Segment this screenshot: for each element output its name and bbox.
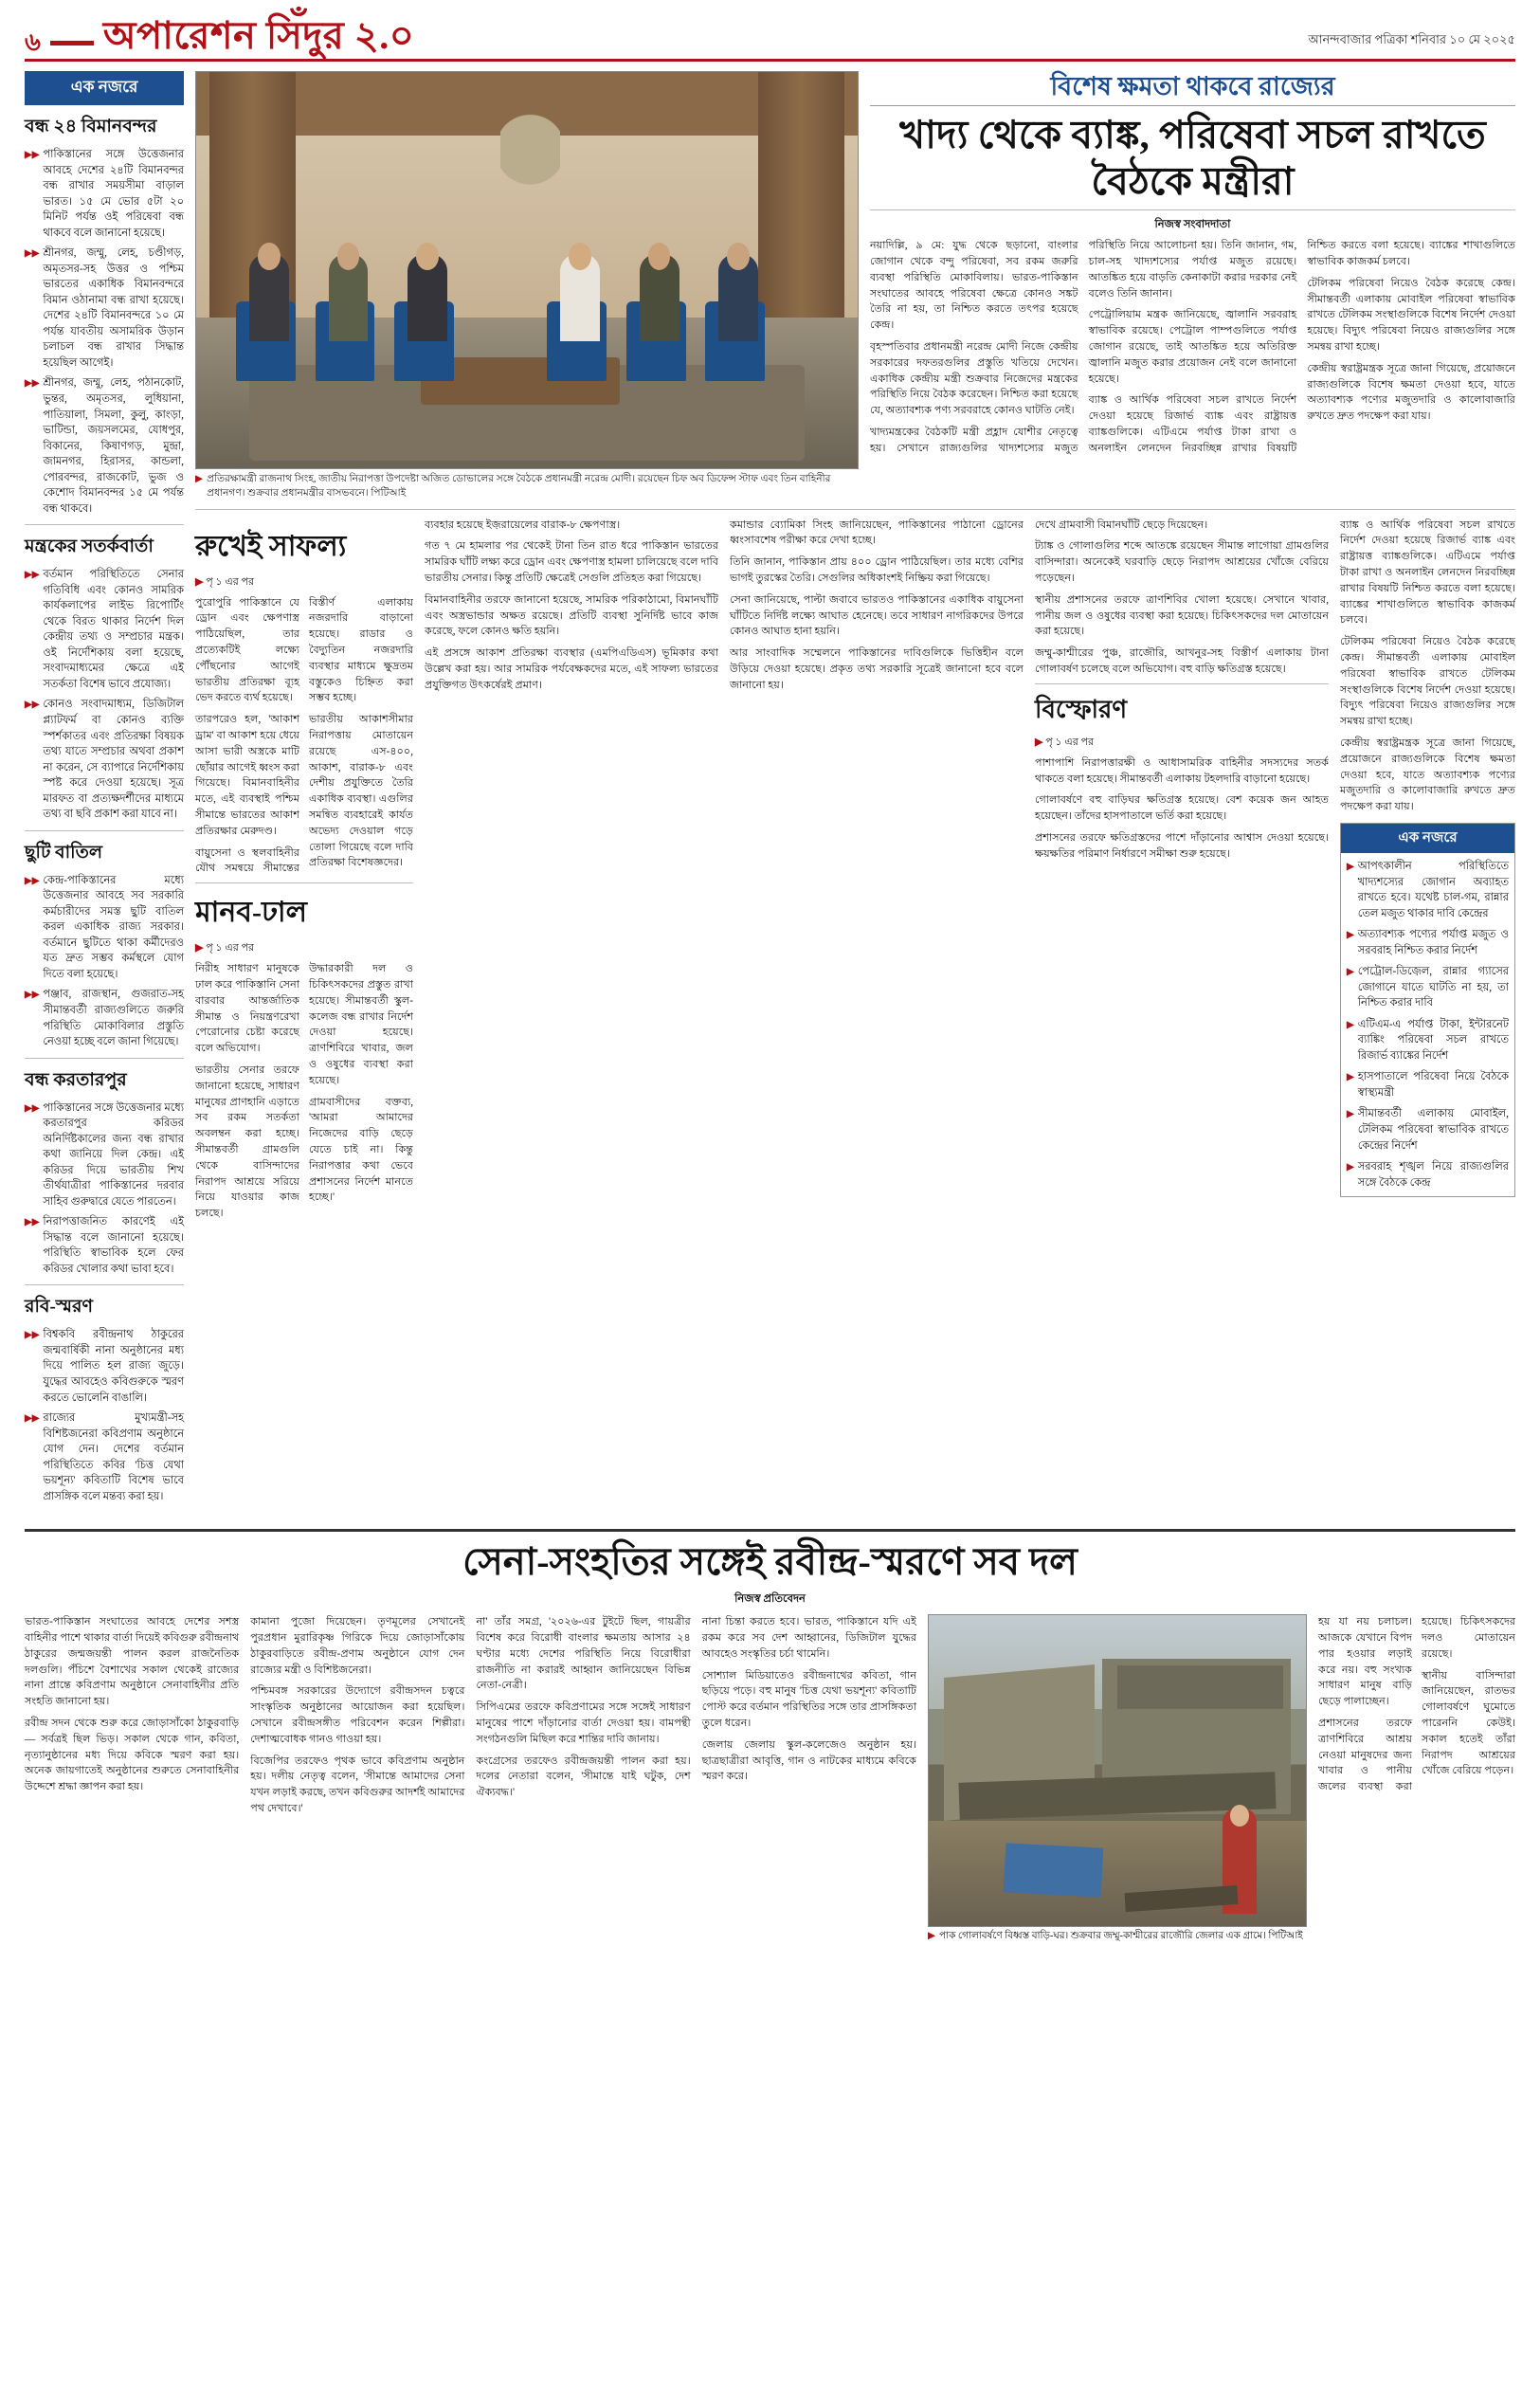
paragraph: নানা চিন্তা করতে হবে। ভারত, পাকিস্তানে যদি এই রকম করে সব দেশ আহ্বানের, ডিজিটাল যুদ্ধের আবহেও সংস্কৃতির চর্চা থামেনি। [701, 1616, 916, 1660]
mid-body [730, 518, 1024, 694]
paragraph: কমান্ডার ব্যোমিকা সিংহ জানিয়েছেন, পাকিস্তানের পাঠানো ড্রোনের ধ্বংসাবশেষ পরীক্ষা করে দেখা হচ্ছে। [730, 518, 1024, 547]
sidebar-text: শ্রীনগর, জম্মু, লেহ, চণ্ডীগড়, অমৃতসর-সহ উত্তর ও পশ্চিম ভারতের একাধিক বিমানবন্দরে বিমান ওঠানামা বন্ধ রাখা হয়েছে। দেশের ২৪টি বিমানবন্দরে ১০ মে পর্যন্ত যাবতীয় অসামরিক উড়ান চলাচল বন্ধ রাখার সিদ্ধান্ত হয়েছিল আগেই। [43, 247, 184, 369]
paragraph: বৃহস্পতিবার প্রধানমন্ত্রী নরেন্দ্র মোদী নিজে কেন্দ্রীয় সরকারের দফতরগুলির প্রস্তুতি খতিয়ে দেখেন। একাধিক কেন্দ্রীয় মন্ত্রী শুক্রবার নিজেদের মন্ত্রকের পরিস্থিতি নিয়ে বৈঠক করেছেন। নিশ্চিত করা হয়েছে যে, অত্যাবশ্যক পণ্য সরবরাহে কোনও ঘাটতি নেই। [870, 340, 1078, 417]
sidebar-text: বর্তমান পরিস্থিতিতে সেনার গতিবিধি এবং কোনও সামরিক কার্যকলাপের লাইভ রিপোর্টিং থেকে বিরত থাকার নির্দেশ দিল কেন্দ্রীয় তথ্য ও সম্প্রচার মন্ত্রক। ওই নির্দেশিকায় বলা হয়েছে, সংবাদমাধ্যমের ক্ষেত্রে এই সতর্কতা বিশেষ ভাবে প্রযোজ্য। [43, 569, 184, 690]
mid-body [1035, 518, 1329, 678]
paragraph: এই প্রসঙ্গে আকাশ প্রতিরক্ষা ব্যবস্থার (এমপিএডিএস) ভূমিকার কথা উল্লেখ করা হয়। আর সামরিক পর্যবেক্ষকদের মতে, এই সাফল্য ভারতের প্রযুক্তিগত উৎকর্ষেরই প্রমাণ। [425, 647, 718, 691]
bullet-icon: ▶ [1347, 1072, 1354, 1083]
paragraph: রবীন্দ্র সদন থেকে শুরু করে জোড়াসাঁকো ঠাকুরবাড়ি— সর্বত্রই ছিল ভিড়। সকাল থেকে গান, কবিতা, নৃত্যানুষ্ঠানের মধ্য দিয়ে কবিকে স্মরণ করা হয়। অনেক জায়গাতেই অনুষ্ঠানের শুরুতে সেনাবাহিনীর উদ্দেশে শ্রদ্ধা জ্ঞাপন করা হয়। [25, 1718, 240, 1793]
bullet-icon: ▶▶ [25, 875, 40, 886]
bullet-icon: ▶▶ [25, 1217, 40, 1228]
sidebar-block-title: বন্ধ ২৪ বিমানবন্দর [25, 117, 157, 136]
masthead [25, 14, 1515, 62]
sidebar [25, 71, 184, 1519]
cont-text: পৃ ১ এর পর [1045, 736, 1095, 748]
right-lead-story [870, 71, 1515, 501]
bullet-icon: ▶▶ [25, 248, 40, 260]
sidebar-block-ministry-warning [25, 533, 184, 831]
paragraph: টেলিকম পরিষেবা নিয়েও বৈঠক করেছে কেন্দ্র। সীমান্তবর্তী এলাকায় মোবাইল পরিষেবা স্বাভাবিক রাখতে টেলিকম সংস্থাগুলিকে বিশেষ নির্দেশ দেওয়া হয়েছে। বিদ্যুৎ পরিষেবা নিয়েও রাজ্যগুলির সঙ্গে সমন্বয় রাখা হচ্ছে। [1340, 636, 1515, 728]
page-number: ৬ [25, 28, 41, 56]
sidebar-text: কেন্দ্র-পাকিস্তানের মধ্যে উত্তেজনার আবহে সব সরকারি কর্মচারীদের সমস্ত ছুটি বাতিল করল একাধিক রাজ্য সরকার। বর্তমানে ছুটিতে থাকা কর্মীদেরও যত দ্রুত সম্ভব কর্মস্থলে যোগ দিতে বলা হয়েছে। [43, 874, 184, 980]
bullet-icon: ▶ [1347, 1109, 1354, 1120]
paragraph: পেট্রোলিয়াম মন্ত্রক জানিয়েছে, জ্বালানি সরবরাহ স্বাভাবিক রয়েছে। পেট্রোল পাম্পগুলিতে পর্যাপ্ত জোগান রয়েছে, তাই আতঙ্কিত হয়ে অতিরিক্ত জ্বালানি মজুত করার প্রয়োজন নেই বলে জানানো হয়েছে। [1088, 309, 1297, 385]
story-title: রুখেই সাফল্য [195, 530, 347, 562]
bullet-icon: ▶ [1347, 862, 1354, 872]
paragraph: পশ্চিমবঙ্গ সরকারের উদ্যোগে রবীন্দ্রসদন চত্বরে সাংস্কৃতিক অনুষ্ঠানের আয়োজন করা হয়েছিল। সেখানে রবীন্দ্রসঙ্গীত পরিবেশন করেন শিল্পীরা। দেশাত্মবোধক গানও গাওয়া হয়। [250, 1685, 465, 1745]
sidebar-text: পাকিস্তানের সঙ্গে উত্তেজনার আবহে দেশের ২৪টি বিমানবন্দর বন্ধ রাখার সময়সীমা বাড়াল ভারত। ১৫ মে ভোর ৫টা ২০ মিনিট পর্যন্ত ওই পরিষেবা বন্ধ থাকবে বলে জানানো হয়েছে। [43, 149, 184, 239]
cont-text: পৃ ১ এর পর [206, 575, 255, 588]
story-body [1035, 755, 1329, 863]
sidebar-block-title: মন্ত্রকের সতর্কবার্তা [25, 536, 154, 557]
paragraph: জম্মু-কাশ্মীরের পুঞ্চ, রাজৌরি, আখনুর-সহ বিস্তীর্ণ এলাকায় টানা গোলাবর্ষণ চলেছে বলে অভিযোগ। বহু বাড়ি ক্ষতিগ্রস্ত হয়েছে। [1035, 647, 1329, 676]
bullet-icon: ▶▶ [25, 378, 40, 390]
bottom-column-4 [702, 1614, 916, 1943]
caption-text: পাক গোলাবর্ষণে বিধ্বস্ত বাড়ি-ঘর। শুক্রবার জম্মু-কাশ্মীরের রাজৌরি জেলার এক গ্রামে। পিটিআই [939, 1931, 1303, 1942]
mid-column-2 [730, 518, 1024, 1222]
bullet-icon: ▶▶ [25, 1413, 40, 1425]
continuation-marker [195, 939, 413, 957]
bottom-story [25, 1529, 1515, 1943]
paragraph: কামানা পুজো দিয়েছেন। তৃণমূলের সেখানেই পুরপ্রধান মুরারিকৃষ্ণ গিরিকে দিয়ে জোড়াসাঁকোয় ঠাকুরবাড়িতে রবীন্দ্র-প্রণাম অনুষ্ঠানে যোগ দেন রাজ্যের মন্ত্রী ও বিশিষ্টজনেরা। [250, 1616, 465, 1676]
paragraph: দেখে গ্রামবাসী বিমানঘাঁটি ছেড়ে দিয়েছেন। [1035, 518, 1208, 531]
bottom-column-1 [25, 1614, 239, 1943]
cont-text: পৃ ১ এর পর [206, 942, 255, 955]
story-body [195, 961, 413, 1222]
sidebar-block-title: বন্ধ করতারপুর [25, 1069, 127, 1090]
bottom-right-text [1318, 1614, 1515, 1943]
story-kicker: বিশেষ ক্ষমতা থাকবে রাজ্যের [870, 71, 1515, 106]
sidebar-header: এক নজরে [25, 71, 184, 105]
sidebar-block-title: রবি-স্মরণ [25, 1297, 93, 1318]
bottom-byline: নিজস্ব প্রতিবেদন [734, 1593, 806, 1606]
middle-band [195, 518, 1515, 1222]
summary-item: পেট্রোল-ডিজ়েল, রান্নার গ্যাসের জোগানে যাতে ঘাটতি না হয়, তা নিশ্চিত করার দাবি [1357, 966, 1509, 1009]
bullet-icon: ▶ [1347, 1019, 1354, 1030]
paragraph: গ্রামবাসীদের বক্তব্য, 'আমরা আমাদের নিজেদের বাড়ি ছেড়ে যেতে চাই না। কিন্তু নিরাপত্তার কথা ভেবে প্রশাসনের নির্দেশ মানতে হচ্ছে।' [309, 1096, 413, 1204]
paragraph: জেলায় জেলায় স্কুল-কলেজেও অনুষ্ঠান হয়। ছাত্রছাত্রীরা আবৃত্তি, গান ও নাটকের মাধ্যমে কবিকে স্মরণ করে। [701, 1738, 916, 1783]
lead-photo-caption [195, 469, 859, 501]
paragraph: বিমানবাহিনীর তরফে জানানো হয়েছে, সামরিক পরিকাঠামো, বিমানঘাঁটি এবং অস্ত্রভান্ডার অক্ষত রয়েছে। প্রতিটি ব্যবস্থা সুনির্দিষ্ট ভাবে কাজ করেছে, ফলে কোনও ক্ষতি হয়নি। [425, 593, 718, 638]
caption-marker-icon: ▶ [928, 1931, 935, 1942]
sidebar-text: পাকিস্তানের সঙ্গে উত্তেজনার মধ্যে করতারপুর করিডর অনির্দিষ্টকালের জন্য বন্ধ রাখার কথা জানিয়ে দিল কেন্দ্র। এই করিডর দিয়ে ভারতীয় শিখ তীর্থযাত্রীরা পাকিস্তানের দরবার সাহিব গুরুদ্বারে যেতে পারতেন। [43, 1101, 184, 1208]
continuation-marker [195, 573, 413, 591]
bullet-icon: ▶▶ [25, 990, 40, 1001]
summary-item: সরবরাহ শৃঙ্খল নিয়ে রাজ্যগুলির সঙ্গে বৈঠকে কেন্দ্র [1357, 1161, 1509, 1189]
paragraph: প্রশাসনের তরফে ত্রাণশিবিরে আশ্রয় নেওয়া মানুষদের জন্য খাবার ও পানীয় জলের ব্যবস্থা করা হয়েছে। চিকিৎসকদের দলও মোতায়েন রয়েছে। [1318, 1616, 1515, 1793]
lead-photo [195, 71, 859, 469]
bullet-icon: ▶ [1347, 1162, 1354, 1173]
paragraph: খাদ্যমন্ত্রকের বৈঠকটি মন্ত্রী প্রহ্লাদ যোশীর নেতৃত্বে হয়। সেখানে রাজ্যগুলির খাদ্যশস্যের মজুত পরিস্থিতি নিয়ে আলোচনা হয়। তিনি জানান, গম, চাল-সহ খাদ্যশস্যের পর্যাপ্ত মজুত রয়েছে। আতঙ্কিত হয়ে বাড়তি কেনাকাটা করার দরকার নেই বলেও তিনি জানান। [870, 240, 1297, 454]
paragraph: গত ৭ মে হামলার পর থেকেই টানা তিন রাত ধরে পাকিস্তান ভারতের সামরিক ঘাঁটি লক্ষ্য করে ড্রোন এবং ক্ষেপণাস্ত্র হামলা চালিয়েছে বলে দাবি ভারতীয় সেনার। কিন্তু প্রতিটি ক্ষেত্রেই সেগুলি প্রতিহত করা গিয়েছে। [425, 540, 718, 585]
mid-body [425, 518, 718, 694]
bullet-icon: ▶ [1347, 930, 1354, 941]
cont-arrow-icon: ▶ [1035, 736, 1043, 748]
sidebar-block-kartarpur [25, 1066, 184, 1286]
paragraph: সেনা জানিয়েছে, পাল্টা জবাবে ভারতও পাকিস্তানের একাধিক বায়ুসেনা ঘাঁটিতে নির্দিষ্ট লক্ষ্যে আঘাত হেনেছে। তবে সাধারণ নাগরিকদের উপরে কোনও আঘাত হানা হয়নি। [730, 593, 1024, 638]
bullet-icon: ▶▶ [25, 150, 40, 160]
cont-arrow-icon: ▶ [195, 575, 204, 588]
story-title: বিস্ফোরণ [1035, 695, 1128, 723]
paragraph: পুরোপুরি পাকিস্তানে যে ড্রোন এবং ক্ষেপণাস্ত্র পাঠিয়েছিল, তার প্রত্যেকটিই লক্ষ্যে পৌঁছনোর আগেই ভারতীয় প্রতিরক্ষা ব্যূহ ভেদ করতে ব্যর্থ হয়েছে। [195, 596, 299, 704]
bullet-icon: ▶▶ [25, 1330, 40, 1341]
continuation-marker [1035, 734, 1329, 752]
sidebar-block-airports [25, 113, 184, 525]
story-headline: খাদ্য থেকে ব্যাঙ্ক, পরিষেবা সচল রাখতে বৈঠকে মন্ত্রীরা [899, 113, 1486, 203]
paragraph: ব্যবহার হয়েছে ইজ়রায়েলের বারাক-৮ ক্ষেপণাস্ত্র। [425, 518, 621, 531]
bottom-photo-block [928, 1614, 1515, 1943]
masthead-rule-icon [50, 41, 94, 45]
story-body [195, 595, 413, 878]
story-byline: নিজস্ব সংবাদদাতা [1154, 219, 1231, 231]
paragraph: না' তাঁর সমগ্র, '২০২৬-এর টুইটে ছিল, গায়ত্রীর বিশেষ করে বিরোধী বাংলার ক্ষমতায় আসার ২৪ ঘণ্টার মধ্যে দেশের পরিস্থিতি নিয়ে বিরোধীরা রাজনীতি না করারই আহ্বান জানিয়েছেন বিভিন্ন নেতা-নেত্রী। [476, 1616, 691, 1692]
story-rukhei-safollo [195, 518, 413, 1222]
bullet-icon: ▶ [1347, 967, 1354, 978]
bottom-photo [928, 1614, 1307, 1927]
paragraph: ভারতীয় সেনার তরফে জানানো হয়েছে, সাধারণ মানুষের প্রাণহানি এড়াতে সব রকম সতর্কতা অবলম্বন করা হচ্ছে। সীমান্তবর্তী গ্রামগুলি থেকে বাসিন্দাদের নিরাপদ আশ্রয়ে সরিয়ে নিয়ে যাওয়ার কাজ চলছে। [195, 1064, 299, 1220]
main-content [195, 71, 1515, 1519]
paragraph: নয়াদিল্লি, ৯ মে: যুদ্ধ থেকে ছড়ানো, বাংলার জোগান থেকে বন্দু পরিষেবা, সব রকম জরুরি ব্যবস্থা পরিস্থিতি মোকাবিলায়। ভারত-পাকিস্তান সংঘাতের আবহে পরিষেবা ক্ষেত্রে কোনও সঙ্কট তৈরি না হয়, তা নিশ্চিত করতে তৎপর হয়েছে কেন্দ্র। [870, 240, 1078, 332]
paper-info: আনন্দবাজার পত্রিকা শনিবার ১০ মে ২০২৫ [1308, 32, 1515, 46]
paragraph: পাশাপাশি নিরাপত্তারক্ষী ও আধাসামরিক বাহিনীর সদস্যদের সতর্ক থাকতে বলা হয়েছে। সীমান্তবর্তী এলাকায় টহলদারি বাড়ানো হয়েছে। [1035, 756, 1329, 785]
paragraph: ব্যাঙ্ক ও আর্থিক পরিষেবা সচল রাখতে নির্দেশ দেওয়া হয়েছে রিজার্ভ ব্যাঙ্ক এবং রাষ্ট্রায়ত্ত ব্যাঙ্কগুলিকে। এটিএমে পর্যাপ্ত টাকা রাখা ও অনলাইন লেনদেন নিরবচ্ছিন্ন রাখার বিষয়টি নিশ্চিত করতে বলা হয়েছে। ব্যাঙ্কের শাখাগুলিতে স্বাভাবিক কাজকর্ম চলবে। [1088, 240, 1515, 454]
sidebar-text: কোনও সংবাদমাধ্যম, ডিজিটাল প্ল্যাটফর্ম বা কোনও ব্যক্তি স্পর্শকাতর এবং প্রতিরক্ষা বিষয়ক তথ্য যাতে সম্প্রচার অথবা প্রকাশ না করেন, সে ব্যাপারে নির্দেশিকায় স্পষ্ট করে দেওয়া হয়েছে। সূত্র মারফত বা প্রত্যক্ষদর্শীদের মাধ্যমে তথ্য বা ছবি প্রকাশ করা যাবে না। [43, 699, 184, 821]
summary-item: আপৎকালীন পরিস্থিতিতে খাদ্যশস্যের জোগান অব্যাহত রাখতে হবে। যথেষ্ট চাল-গম, রান্নার তেল মজুত থাকার দাবি কেন্দ্রের [1357, 861, 1509, 919]
mid-column-right [1340, 518, 1515, 1222]
paragraph: ট্যাঙ্ক ও গোলাগুলির শব্দে আতঙ্কে রয়েছেন সীমান্ত লাগোয়া গ্রামগুলির বাসিন্দারা। অনেকেই ঘরবাড়ি ছেড়ে নিরাপদ আশ্রয়ের খোঁজে বেরিয়ে পড়েছেন। [1035, 540, 1329, 585]
paragraph: আর সাংবাদিক সম্মেলনে পাকিস্তানের দাবিগুলিকে ভিত্তিহীন বলে উড়িয়ে দেওয়া হয়েছে। প্রকৃত তথ্য সরকারি সূত্রেই জানানো হবে বলে জানানো হয়। [730, 647, 1024, 691]
paragraph: কেন্দ্রীয় স্বরাষ্ট্রমন্ত্রক সূত্রে জানা গিয়েছে, প্রয়োজনে রাজ্যগুলিকে বিশেষ ক্ষমতা দেওয়া হবে, যাতে অত্যাবশ্যক পণ্যের মজুতদারি ও কালোবাজারি রুখতে দ্রুত পদক্ষেপ করা যায়। [1307, 362, 1515, 423]
sidebar-text: নিরাপত্তাজনিত কারণেই এই সিদ্ধান্ত বলে জানানো হয়েছে। পরিস্থিতি স্বাভাবিক হলে ফের করিডর খোলার কথা ভাবা হবে। [43, 1216, 184, 1275]
paragraph: প্রশাসনের তরফে ক্ষতিগ্রস্তদের পাশে দাঁড়ানোর আশ্বাস দেওয়া হয়েছে। ক্ষয়ক্ষতির পরিমাণ নির্ধারণে সমীক্ষা শুরু হয়েছে। [1035, 832, 1329, 860]
mid-column-1 [425, 518, 718, 1222]
bottom-photo-caption [928, 1927, 1307, 1943]
paragraph: ভারতীয় আকাশসীমার নিরাপত্তায় মোতায়েন রয়েছে এস-৪০০, আকাশ, বারাক-৮ এবং দেশীয় প্রযুক্তিতে তৈরি একাধিক ব্যবস্থা। এগুলির সমন্বিত ব্যবহারেই কার্যত অভেদ্য দেওয়াল গড়ে তোলা গিয়েছে বলে দাবি প্রতিরক্ষা বিশেষজ্ঞদের। [309, 714, 413, 869]
sidebar-block-tagore [25, 1293, 184, 1512]
paragraph: সোশ্যাল মিডিয়াতেও রবীন্দ্রনাথের কবিতা, গান ছড়িয়ে পড়ে। বহু মানুষ 'চিত্ত যেথা ভয়শূন্য' কবিতাটি পোস্ট করে বর্তমান পরিস্থিতির সঙ্গে তার প্রাসঙ্গিকতা তুলে ধরেন। [701, 1669, 916, 1730]
bottom-column-2 [250, 1614, 464, 1943]
bullet-icon: ▶▶ [25, 700, 40, 711]
summary-box [1340, 823, 1515, 1197]
right-story-body [870, 238, 1515, 456]
summary-box-header: এক নজরে [1341, 824, 1514, 853]
paragraph: স্থানীয় বাসিন্দারা জানিয়েছেন, রাতভর গোলাবর্ষণে ঘুমোতে পারেননি কেউই। সকাল হতেই তাঁরা নিরাপদ আশ্রয়ের খোঁজে বেরিয়ে পড়েন। [1422, 1669, 1515, 1777]
summary-item: সীমান্তবর্তী এলাকায় মোবাইল, টেলিকম পরিষেবা স্বাভাবিক রাখতে কেন্দ্রের নির্দেশ [1357, 1108, 1509, 1152]
story-title: মানব-ঢাল [195, 897, 307, 929]
sidebar-text: শ্রীনগর, জম্মু, লেহ, পঠানকোট, ভুন্তর, অমৃতসর, লুধিয়ানা, পাতিয়ালা, সিমলা, কুলু, কাংড়া, ভাটিন্ডা, জয়সলমের, যোধপুর, বিকানের, কিষাণগড়, মুন্দ্রা, জামনগর, হিরাসর, কান্ডলা, পোরবন্দর, রাজকোট, ভুজ ও কেশোদ বিমানবন্দর ১৫ মে পর্যন্ত বন্ধ থাকবে। [43, 377, 184, 515]
paragraph: বিজেপির তরফেও পৃথক ভাবে কবিপ্রণাম অনুষ্ঠান হয়। দলীয় নেতৃত্ব বলেন, 'সীমান্তে আমাদের সেনা যখন লড়াই করছে, তখন কবিগুরুর আদর্শই আমাদের পথ দেখাবে।' [250, 1755, 465, 1815]
caption-marker-icon: ▶ [195, 474, 204, 484]
paragraph: উদ্ধারকারী দল ও চিকিৎসকদের প্রস্তুত রাখা হয়েছে। সীমান্তবর্তী স্কুল-কলেজ বন্ধ রাখার নির্দেশ দেওয়া হয়েছে। ত্রাণশিবিরে খাবার, জল ও ওষুধের ব্যবস্থা করা হয়েছে। [309, 963, 413, 1086]
sidebar-text: রাজ্যের মুখ্যমন্ত্রী-সহ বিশিষ্টজনেরা কবিপ্রণাম অনুষ্ঠানে যোগ দেন। দেশের বর্তমান পরিস্থিতিতে কবির 'চিত্ত যেথা ভয়শূন্য' কবিতাটি বিশেষ ভাবে প্রাসঙ্গিক বলে মন্তব্য করা হয়। [43, 1412, 184, 1502]
summary-item: এটিএম-এ পর্যাপ্ত টাকা, ইন্টারনেট ব্যাঙ্কিং পরিষেবা সচল রাখতে রিজার্ভ ব্যাঙ্কের নির্দেশ [1357, 1018, 1509, 1062]
paragraph: বায়ুসেনা ও স্থলবাহিনীর যৌথ সমন্বয়ে সীমান্তের বিস্তীর্ণ এলাকায় নজরদারি বাড়ানো হয়েছে। রাডার ও বৈদ্যুতিন নজরদারি ব্যবস্থার মাধ্যমে ক্ষুদ্রতম বস্তুকেও চিহ্নিত করা সম্ভব হচ্ছে। [195, 596, 413, 875]
bottom-column-3 [477, 1614, 691, 1943]
paragraph: সিপিএমের তরফে কবিপ্রণামের সঙ্গে সঙ্গেই সাধারণ মানুষের পাশে দাঁড়ানোর বার্তা দেওয়া হয়। বামপন্থী সংগঠনগুলি মিছিল করে শান্তির দাবি জানায়। [476, 1701, 691, 1745]
bottom-headline: সেনা-সংহতির সঙ্গেই রবীন্দ্র-স্মরণে সব দল [462, 1540, 1078, 1584]
summary-item: হাসপাতালে পরিষেবা নিয়ে বৈঠকে স্বাস্থ্যমন্ত্রী [1357, 1071, 1509, 1099]
paragraph: কেন্দ্রীয় স্বরাষ্ট্রমন্ত্রক সূত্রে জানা গিয়েছে, প্রয়োজনে রাজ্যগুলিকে বিশেষ ক্ষমতা দেওয়া হবে, যাতে অত্যাবশ্যক পণ্যের মজুতদারি ও কালোবাজারি রুখতে দ্রুত পদক্ষেপ করা যায়। [1340, 737, 1515, 813]
sidebar-text: বিশ্বকবি রবীন্দ্রনাথ ঠাকুরের জন্মবার্ষিকী নানা অনুষ্ঠানের মধ্য দিয়ে পালিত হল রাজ্য জুড়ে। যুদ্ধের আবহেও কবিগুরুকে স্মরণ করতে ভোলেনি বাঙালি। [43, 1329, 184, 1404]
paragraph: কংগ্রেসের তরফেও রবীন্দ্রজয়ন্তী পালন করা হয়। দলের নেতারা বলেন, 'সীমান্তে যাই ঘটুক, দেশ ঐক্যবদ্ধ।' [476, 1755, 691, 1799]
paragraph: স্থানীয় প্রশাসনের তরফে ত্রাণশিবির খোলা হয়েছে। সেখানে খাবার, পানীয় জল ও ওষুধের ব্যবস্থা করা হয়েছে। চিকিৎসকদের দল মোতায়েন করা হয়েছে। [1035, 593, 1329, 638]
sidebar-block-leave-cancelled [25, 839, 184, 1059]
paragraph: টেলিকম পরিষেবা নিয়েও বৈঠক করেছে কেন্দ্র। সীমান্তবর্তী এলাকায় মোবাইল পরিষেবা স্বাভাবিক রাখতে টেলিকম সংস্থাগুলিকে বিশেষ নির্দেশ দেওয়া হয়েছে। বিদ্যুৎ পরিষেবা নিয়েও রাজ্যগুলির সঙ্গে সমন্বয় রাখা হচ্ছে। [1307, 277, 1515, 353]
caption-text: প্রতিরক্ষামন্ত্রী রাজনাথ সিংহ, জাতীয় নিরাপত্তা উপদেষ্টা অজিত ডোভালের সঙ্গে বৈঠকে প্রধানমন্ত্রী নরেন্দ্র মোদী। রয়েছেন চিফ অব ডিফেন্স স্টাফ এবং তিন বাহিনীর প্রধানগণ। শুক্রবার প্রধানমন্ত্রীর বাসভবনে। পিটিআই [207, 474, 831, 499]
bullet-icon: ▶▶ [25, 1102, 40, 1114]
paragraph: গোলাবর্ষণে বহু বাড়িঘর ক্ষতিগ্রস্ত হয়েছে। বেশ কয়েক জন আহত হয়েছেন। তাঁদের হাসপাতালে ভর্তি করা হয়েছে। [1035, 794, 1329, 823]
bullet-icon: ▶▶ [25, 570, 40, 581]
paragraph: তিনি জানান, পাকিস্তান প্রায় ৪০০ ড্রোন পাঠিয়েছিল। তার মধ্যে বেশির ভাগই তুরস্কের তৈরি। সেগুলির অধিকাংশই নিষ্ক্রিয় করা গিয়েছে। [730, 556, 1024, 585]
paragraph: ভারত-পাকিস্তান সংঘাতের আবহে দেশের সশস্ত্র বাহিনীর পাশে থাকার বার্তা দিয়েই কবিগুরু রবীন্দ্রনাথ ঠাকুরের জন্মজয়ন্তী পালন করল রাজনৈতিক দলগুলি। পঁচিশে বৈশাখের সকাল থেকেই রাজ্যের নানা প্রান্তে কবিপ্রণাম অনুষ্ঠানে সেনাবাহিনীর প্রতি সংহতি জানানো হয়। [25, 1616, 240, 1708]
mid-body [1340, 518, 1515, 815]
sidebar-block-title: ছুটি বাতিল [25, 842, 102, 863]
lead-photo-block [195, 71, 859, 501]
section-title: অপারেশন সিঁদুর ২.০ [102, 14, 415, 57]
sidebar-text: পঞ্জাব, রাজস্থান, গুজরাত-সহ সীমান্তবর্তী রাজ্যগুলিতে জরুরি পরিস্থিতি মোকাবিলার প্রস্তুতি নেওয়া হচ্ছে বলে জানা গিয়েছে। [43, 989, 184, 1048]
paragraph: নিরীহ সাধারণ মানুষকে ঢাল করে পাকিস্তানি সেনা বারবার আন্তর্জাতিক সীমান্ত ও নিয়ন্ত্রণরেখা পেরোনোর চেষ্টা করেছে বলে অভিযোগ। [195, 963, 299, 1055]
cont-arrow-icon: ▶ [195, 942, 204, 955]
summary-item: অত্যাবশ্যক পণ্যের পর্যাপ্ত মজুত ও সরবরাহ নিশ্চিত করার নির্দেশ [1357, 929, 1509, 956]
paragraph: হয় যা নয় চলাচল। আজকে যেখানে বিপদ পার হওয়ার লড়াই করে নয়। বহু সংখ্যক সাধারণ মানুষ বাড়ি ছেড়ে পালাচ্ছেন। [1318, 1616, 1412, 1708]
paragraph: তারপরেও হল, 'আকাশ ড্রাম' বা আকাশ হয়ে ধেয়ে আসা ভারী অস্ত্রকে মাটি ছোঁয়ার আগেই ধ্বংস করা গিয়েছে। বিমানবাহিনীর মতে, এই ব্যবস্থাই পশ্চিম সীমান্তে ভারতের আকাশ প্রতিরক্ষার মেরুদণ্ড। [195, 714, 299, 837]
mid-column-3 [1035, 518, 1329, 1222]
paragraph: ব্যাঙ্ক ও আর্থিক পরিষেবা সচল রাখতে নির্দেশ দেওয়া হয়েছে রিজার্ভ ব্যাঙ্ক এবং রাষ্ট্রায়ত্ত ব্যাঙ্কগুলিকে। এটিএমে পর্যাপ্ত টাকা রাখা ও অনলাইন লেনদেন নিরবচ্ছিন্ন রাখার বিষয়টি নিশ্চিত করতে বলা হয়েছে। ব্যাঙ্কের শাখাগুলিতে স্বাভাবিক কাজকর্ম চলবে। [1340, 518, 1515, 627]
